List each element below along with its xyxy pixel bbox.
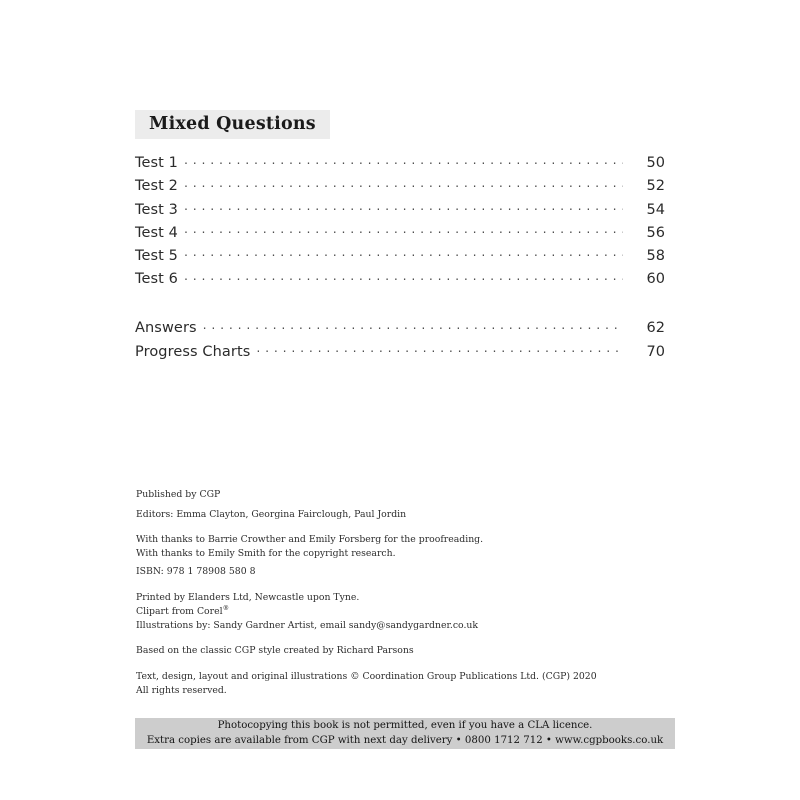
dot-leader (184, 199, 623, 214)
toc-entry-page: 54 (646, 201, 665, 218)
toc-entry-page: 50 (646, 155, 665, 172)
toc-entry-label: Test 6 (135, 271, 178, 288)
toc-entry-page: 62 (646, 320, 665, 337)
registered-trademark-icon: ® (222, 603, 230, 612)
toc-entry-label: Test 5 (135, 247, 178, 264)
imprint-block (136, 489, 696, 697)
printer-line: Printed by Elanders Ltd, Newcastle upon Tyne. (136, 591, 360, 603)
toc-row[interactable] (135, 150, 665, 173)
imprint-group-style (136, 645, 696, 657)
toc-row[interactable] (135, 315, 665, 338)
footer-banner (135, 718, 675, 749)
section-heading-mixed-questions: Mixed Questions (135, 110, 330, 139)
rights-reserved-line: All rights reserved. (136, 685, 227, 697)
dot-leader (184, 245, 623, 260)
imprint-group-thanks (136, 534, 696, 577)
toc-entry-label: Answers (135, 320, 197, 337)
toc-entry-page: 70 (646, 343, 665, 360)
toc-section-gap (135, 289, 665, 315)
toc-entry-page: 58 (646, 247, 665, 264)
dot-leader (184, 269, 623, 284)
illustrations-line: Illustrations by: Sandy Gardner Artist, email sandy@sandygardner.co.uk (136, 619, 479, 631)
thanks-proofreading-line: With thanks to Barrie Crowther and Emily Forsberg for the proofreading. (136, 534, 484, 546)
toc-entry-page: 60 (646, 271, 665, 288)
dot-leader (184, 222, 623, 237)
imprint-group-copyright (136, 671, 696, 697)
style-credit-line: Based on the classic CGP style created by Richard Parsons (136, 645, 414, 657)
editors-line: Editors: Emma Clayton, Georgina Fairclough, Paul Jordin (136, 508, 407, 520)
toc-row[interactable] (135, 266, 665, 289)
toc-row[interactable] (135, 197, 665, 220)
dot-leader (256, 341, 623, 356)
toc-entry-page: 56 (646, 224, 665, 241)
isbn-line: ISBN: 978 1 78908 580 8 (136, 565, 256, 577)
toc-entry-label: Test 4 (135, 224, 178, 241)
toc-row[interactable] (135, 220, 665, 243)
imprint-group-publisher (136, 489, 696, 520)
footer-contact-notice: Extra copies are available from CGP with next day delivery • 0800 1712 712 • www.cgpbooks.co.uk (146, 734, 664, 746)
table-of-contents (135, 150, 665, 362)
toc-entry-label: Test 1 (135, 155, 178, 172)
toc-row[interactable] (135, 243, 665, 266)
dot-leader (203, 318, 623, 333)
dot-leader (184, 153, 623, 168)
toc-row[interactable] (135, 338, 665, 361)
toc-entry-label: Test 2 (135, 178, 178, 195)
contents-section (135, 110, 665, 362)
clipart-text: Clipart from Corel (136, 605, 223, 617)
toc-entry-label: Test 3 (135, 201, 178, 218)
dot-leader (184, 176, 623, 191)
publisher-line: Published by CGP (136, 489, 221, 500)
copyright-line: Text, design, layout and original illustrations © Coordination Group Publications Ltd. (CGP) 2020 (136, 670, 597, 682)
toc-row[interactable] (135, 173, 665, 196)
footer-photocopy-notice: Photocopying this book is not permitted, even if you have a CLA licence. (217, 720, 593, 732)
clipart-line (136, 603, 696, 618)
thanks-copyright-line: With thanks to Emily Smith for the copyright research. (136, 548, 396, 560)
imprint-group-production (136, 592, 696, 632)
toc-entry-label: Progress Charts (135, 343, 251, 360)
toc-entry-page: 52 (646, 178, 665, 195)
